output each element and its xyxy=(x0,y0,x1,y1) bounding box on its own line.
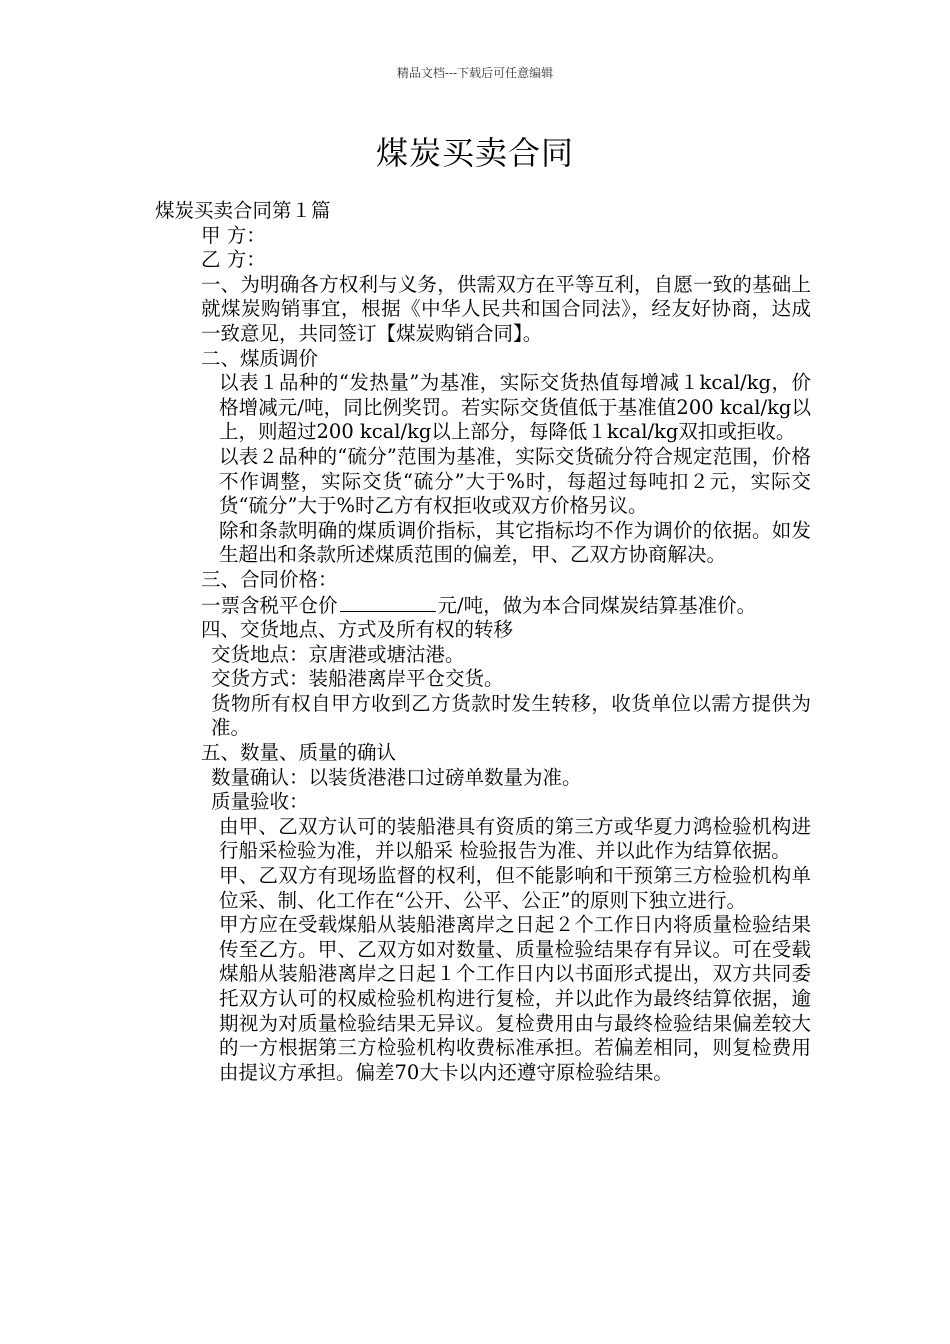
section-heading-5: 五、数量、质量的确认 xyxy=(201,741,397,765)
paragraph-4c: 货物所有权自甲方收到乙方货款时发生转移，收货单位以需方提供为准。 xyxy=(211,691,811,740)
price-label: 一票含税平仓价 xyxy=(201,593,338,617)
price-suffix: 元/吨，做为本合同煤炭结算基准价。 xyxy=(437,593,757,617)
paragraph-2c: 除和条款明确的煤质调价指标，其它指标均不作为调价的依据。如发生超出和条款所述煤质范围的偏差，甲、乙双方协商解决。 xyxy=(219,518,811,567)
price-blank xyxy=(340,593,436,612)
paragraph-2a: 以表１品种的“发热量”为基准，实际交货热值每增减１kcal/kg，价格增减元/吨，同比例奖罚。若实际交货值低于基准值200 kcal/kg以上，则超过200 kcal/kg以上部分，每降低１kcal/kg双扣或拒收。 xyxy=(219,371,811,444)
party-b-line: 乙 方： xyxy=(201,248,266,272)
paragraph-5e: 甲方应在受载煤船从装船港离岸之日起２个工作日内将质量检验结果传至乙方。甲、乙双方如对数量、质量检验结果存有异议。可在受载煤船从装船港离岸之日起１个工作日内以书面形式提出，双方共同委托双方认可的权威检验机构进行复检，并以此作为最终结算依据，逾期视为对质量检验结果无异议。复检费用由与最终检验结果偏差较大的一方根据第三方检验机构收费标准承担。若偏差相同，则复检费用由提议方承担。偏差70大卡以内还遵守原检验结果。 xyxy=(219,913,811,1084)
paragraph-2b: 以表２品种的“硫分”范围为基准，实际交货硫分符合规定范围，价格不作调整，实际交货“硫分”大于%时，每超过每吨扣２元，实际交货“硫分”大于%时乙方有权拒收或双方价格另议。 xyxy=(219,444,811,518)
paragraph-4b: 交货方式：装船港离岸平仓交货。 xyxy=(211,667,504,691)
section-heading-2: 二、煤质调价 xyxy=(201,346,319,370)
paragraph-5a: 数量确认：以装货港港口过磅单数量为准。 xyxy=(211,765,582,789)
party-a-line: 甲 方： xyxy=(201,223,266,247)
section-heading-3: 三、合同价格： xyxy=(201,567,338,591)
section-heading-4: 四、交货地点、方式及所有权的转移 xyxy=(201,618,514,642)
paragraph-5b: 质量验收： xyxy=(211,790,309,814)
document-body xyxy=(143,199,811,1085)
section-subtitle: 煤炭买卖合同第１篇 xyxy=(155,199,331,222)
paragraph-3 xyxy=(143,593,811,619)
page-header: 精品文档---下载后可任意编辑 xyxy=(396,66,554,80)
paragraph-5c: 由甲、乙双方认可的装船港具有资质的第三方或华夏力鸿检验机构进行船采检验为准，并以船采 检验报告为准、并以此作为结算依据。 xyxy=(219,814,811,863)
document-title: 煤炭买卖合同 xyxy=(375,134,574,172)
paragraph-4a: 交货地点：京唐港或塘沽港。 xyxy=(211,642,465,666)
paragraph-5d: 甲、乙双方有现场监督的权利，但不能影响和干预第三方检验机构单位采、制、化工作在“公开、公平、公正”的原则下独立进行。 xyxy=(219,864,811,912)
paragraph-1: 一、为明确各方权利与义务，供需双方在平等互利，自愿一致的基础上就煤炭购销事宜，根据《中华人民共和国合同法》，经友好协商，达成一致意见，共同签订【煤炭购销合同】。 xyxy=(201,272,811,345)
